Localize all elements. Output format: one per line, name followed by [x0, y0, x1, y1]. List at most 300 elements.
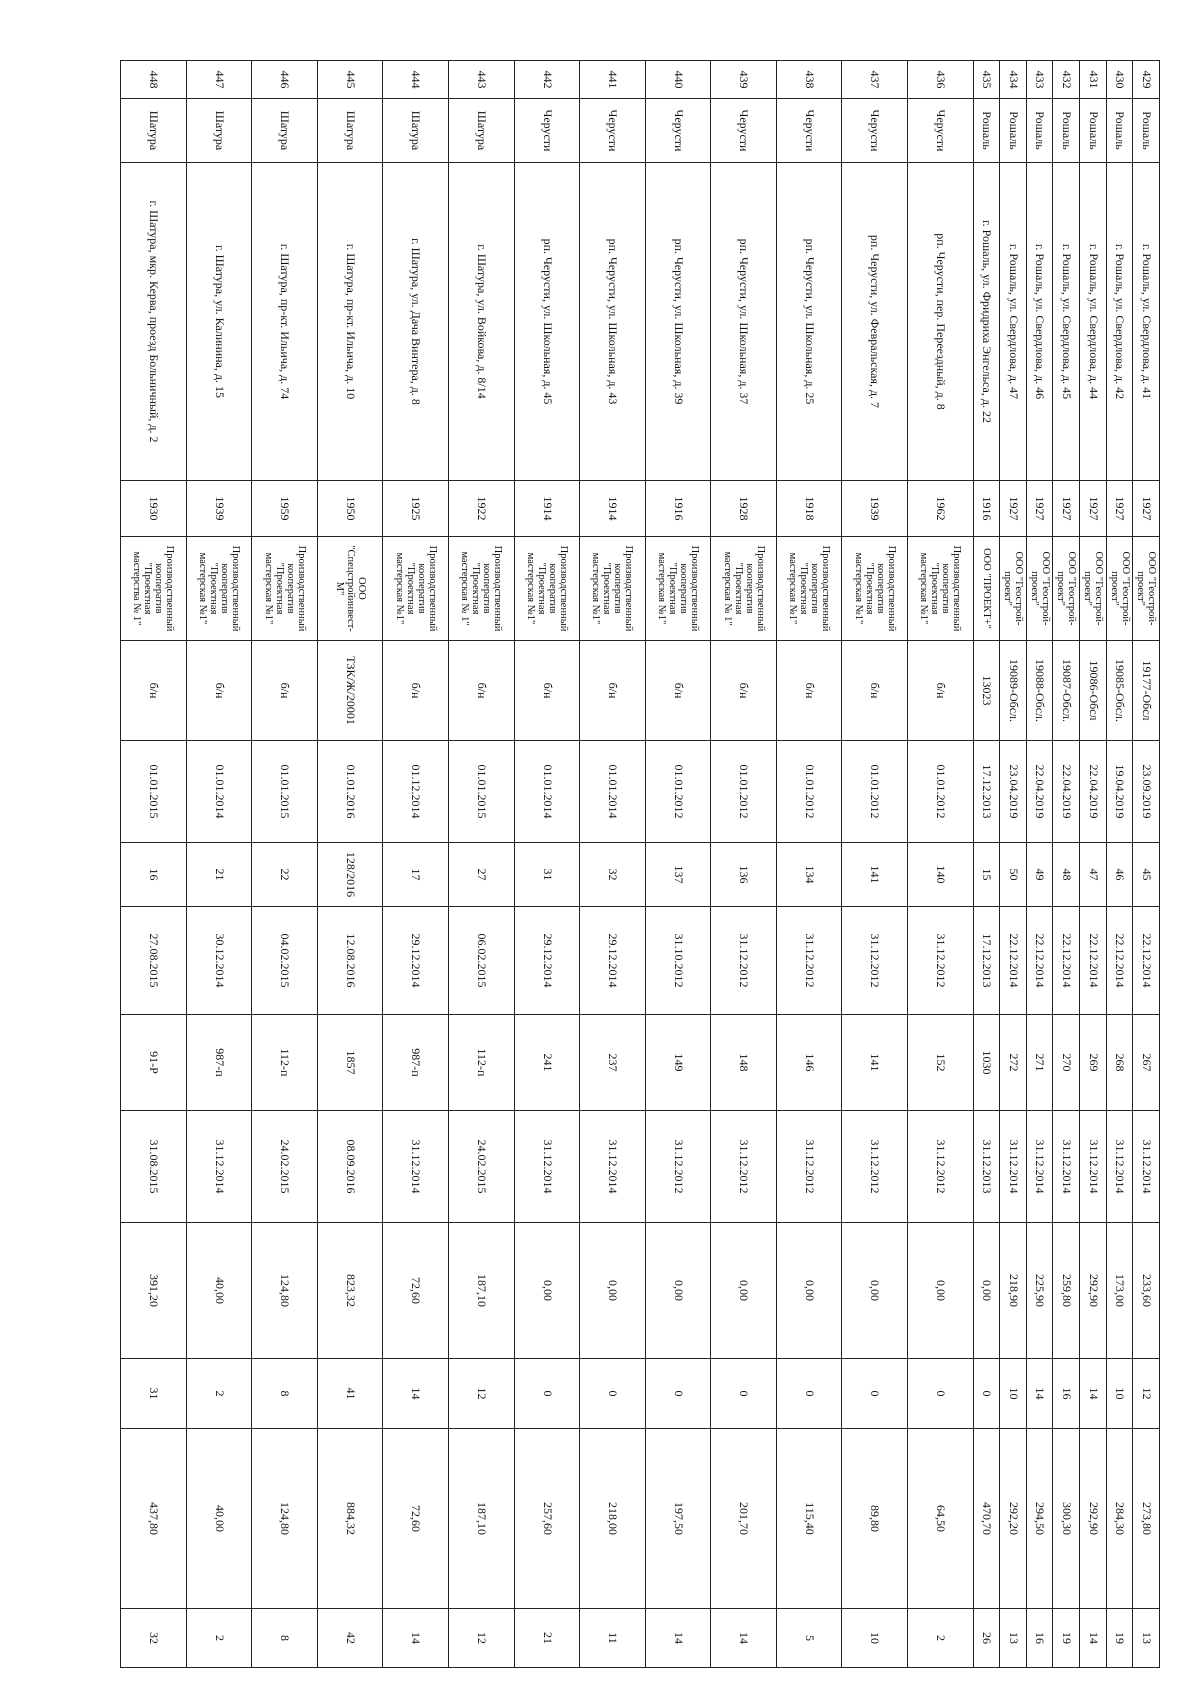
cell-doc-date: 19.04.2019 — [1106, 741, 1133, 843]
cell-doc-date: 01.12.2014 — [383, 741, 449, 843]
cell-count-b: 11 — [580, 1609, 646, 1668]
cell-count-b: 13 — [1133, 1609, 1160, 1668]
cell-doc-number: 19089-Обсл. — [1000, 641, 1027, 741]
cell-address: рп. Черусти, ул. Школьная, д. 45 — [514, 163, 580, 481]
cell-act-number: 149 — [645, 1015, 711, 1111]
cell-doc-date: 17.12.2013 — [973, 741, 1000, 843]
cell-act-date: 31.12.2014 — [1053, 1111, 1080, 1223]
cell-doc-date: 01.01.2012 — [842, 741, 908, 843]
cell-address: г. Рошаль, ул. Фридриха Энгельса, д. 22 — [973, 163, 1000, 481]
table-row — [645, 61, 711, 1668]
cell-area-b: 294,50 — [1026, 1429, 1053, 1609]
cell-count-b: 10 — [842, 1609, 908, 1668]
cell-contractor: Производственный кооператив "Проектная мастерская №1" — [776, 537, 842, 641]
cell-doc-date: 01.01.2015 — [121, 741, 187, 843]
cell-count-b: 26 — [973, 1609, 1000, 1668]
cell-count-b: 19 — [1106, 1609, 1133, 1668]
cell-address: г. Шатура, ул. Войкова, д. 8/14 — [449, 163, 515, 481]
table-row — [907, 61, 973, 1668]
cell-address: г. Шатура, ул. Дача Винтера, д. 8 — [383, 163, 449, 481]
cell-doc-date: 01.01.2016 — [317, 741, 383, 843]
cell-act-number: 152 — [907, 1015, 973, 1111]
cell-contractor: ООО "Геострой-проект" — [1106, 537, 1133, 641]
table-row — [449, 61, 515, 1668]
table-row — [1000, 61, 1027, 1668]
cell-contract-number: 32 — [580, 843, 646, 907]
cell-doc-date: 23.04.2019 — [1000, 741, 1027, 843]
cell-row-number: 435 — [973, 61, 1000, 99]
cell-count-a: 0 — [514, 1359, 580, 1429]
cell-build-year: 1939 — [186, 481, 252, 537]
cell-count-b: 2 — [907, 1609, 973, 1668]
cell-contractor: ООО "ПРОЕКТ+" — [973, 537, 1000, 641]
cell-contract-date: 27.08.2015 — [121, 907, 187, 1015]
cell-contract-date: 29.12.2014 — [514, 907, 580, 1015]
cell-count-a: 0 — [580, 1359, 646, 1429]
cell-count-b: 14 — [711, 1609, 777, 1668]
cell-address: рп. Черусти, ул. Школьная, д. 43 — [580, 163, 646, 481]
cell-build-year: 1950 — [317, 481, 383, 537]
cell-area-b: 284,30 — [1106, 1429, 1133, 1609]
cell-row-number: 448 — [121, 61, 187, 99]
cell-act-date: 31.12.2012 — [842, 1111, 908, 1223]
cell-contract-number: 140 — [907, 843, 973, 907]
cell-act-number: 237 — [580, 1015, 646, 1111]
cell-build-year: 1928 — [711, 481, 777, 537]
cell-contract-date: 31.12.2012 — [907, 907, 973, 1015]
cell-build-year: 1922 — [449, 481, 515, 537]
cell-contract-number: 49 — [1026, 843, 1053, 907]
cell-address: г. Рошаль, ул. Свердлова, д. 44 — [1080, 163, 1107, 481]
cell-contract-date: 30.12.2014 — [186, 907, 252, 1015]
cell-count-b: 19 — [1053, 1609, 1080, 1668]
cell-locality: Шатура — [252, 99, 318, 163]
cell-locality: Черусти — [842, 99, 908, 163]
cell-build-year: 1916 — [645, 481, 711, 537]
cell-count-a: 31 — [121, 1359, 187, 1429]
cell-doc-date: 23.09.2019 — [1133, 741, 1160, 843]
cell-count-a: 0 — [907, 1359, 973, 1429]
cell-doc-number: б/н — [645, 641, 711, 741]
cell-doc-number: 19177-Обсл — [1133, 641, 1160, 741]
cell-build-year: 1927 — [1000, 481, 1027, 537]
cell-contractor: ООО "Геострой-проект" — [1026, 537, 1053, 641]
cell-doc-date: 01.01.2014 — [514, 741, 580, 843]
cell-row-number: 444 — [383, 61, 449, 99]
cell-contractor: Производственный кооператив "Проектная мастерская №1" — [514, 537, 580, 641]
table-row — [252, 61, 318, 1668]
table-row — [1026, 61, 1053, 1668]
cell-act-number: 112-п — [252, 1015, 318, 1111]
cell-area-b: 89,80 — [842, 1429, 908, 1609]
cell-contract-date: 31.12.2012 — [776, 907, 842, 1015]
cell-address: г. Шатура, мкр. Керва, проезд Больничный, д. 2 — [121, 163, 187, 481]
cell-count-a: 14 — [1080, 1359, 1107, 1429]
cell-area-a: 187,10 — [449, 1223, 515, 1359]
cell-doc-number: 19085-Обсл. — [1106, 641, 1133, 741]
cell-build-year: 1914 — [514, 481, 580, 537]
table-row — [580, 61, 646, 1668]
cell-build-year: 1959 — [252, 481, 318, 537]
cell-build-year: 1962 — [907, 481, 973, 537]
table-row — [776, 61, 842, 1668]
cell-area-b: 300,30 — [1053, 1429, 1080, 1609]
cell-area-a: 0,00 — [907, 1223, 973, 1359]
cell-doc-number: 19088-Обсл. — [1026, 641, 1053, 741]
cell-contractor: Производственный кооператив "Проектная мастерская №1" — [383, 537, 449, 641]
cell-area-a: 823,32 — [317, 1223, 383, 1359]
cell-contractor: ООО "Геострой-проект" — [1053, 537, 1080, 641]
cell-doc-number: б/н — [383, 641, 449, 741]
cell-contract-number: 27 — [449, 843, 515, 907]
cell-count-a: 0 — [842, 1359, 908, 1429]
cell-address: г. Шатура, пр-кт. Ильича, д. 10 — [317, 163, 383, 481]
cell-act-number: 272 — [1000, 1015, 1027, 1111]
cell-contractor: Производственный кооператив "Проектная мастерства № 1" — [121, 537, 187, 641]
cell-contractor: Производственный кооператив "Проектная мастерская №1" — [645, 537, 711, 641]
cell-area-b: 470,70 — [973, 1429, 1000, 1609]
cell-act-number: 267 — [1133, 1015, 1160, 1111]
cell-contract-number: 45 — [1133, 843, 1160, 907]
cell-area-a: 0,00 — [645, 1223, 711, 1359]
cell-area-a: 0,00 — [776, 1223, 842, 1359]
cell-doc-date: 01.01.2012 — [645, 741, 711, 843]
cell-contract-number: 21 — [186, 843, 252, 907]
table-row — [842, 61, 908, 1668]
cell-row-number: 437 — [842, 61, 908, 99]
cell-locality: Рошаль — [1053, 99, 1080, 163]
cell-locality: Черусти — [711, 99, 777, 163]
cell-act-number: 148 — [711, 1015, 777, 1111]
cell-area-a: 0,00 — [842, 1223, 908, 1359]
table-row — [711, 61, 777, 1668]
cell-contractor: Производственный кооператив "Проектная мастерская №1" — [580, 537, 646, 641]
cell-area-b: 64,50 — [907, 1429, 973, 1609]
cell-area-b: 187,10 — [449, 1429, 515, 1609]
cell-act-date: 31.08.2015 — [121, 1111, 187, 1223]
cell-doc-date: 01.01.2012 — [776, 741, 842, 843]
cell-row-number: 431 — [1080, 61, 1107, 99]
cell-count-b: 8 — [252, 1609, 318, 1668]
cell-area-a: 0,00 — [580, 1223, 646, 1359]
cell-doc-date: 01.01.2012 — [907, 741, 973, 843]
cell-doc-date: 01.01.2014 — [580, 741, 646, 843]
cell-doc-date: 01.01.2012 — [711, 741, 777, 843]
cell-area-a: 0,00 — [711, 1223, 777, 1359]
cell-act-date: 31.12.2013 — [973, 1111, 1000, 1223]
cell-build-year: 1918 — [776, 481, 842, 537]
table-row — [1080, 61, 1107, 1668]
cell-count-a: 14 — [1026, 1359, 1053, 1429]
cell-act-number: 268 — [1106, 1015, 1133, 1111]
cell-row-number: 438 — [776, 61, 842, 99]
cell-doc-number: б/н — [776, 641, 842, 741]
cell-doc-number: б/н — [514, 641, 580, 741]
cell-count-a: 12 — [449, 1359, 515, 1429]
cell-count-a: 14 — [383, 1359, 449, 1429]
cell-count-b: 21 — [514, 1609, 580, 1668]
cell-locality: Рошаль — [973, 99, 1000, 163]
cell-doc-date: 01.01.2015 — [449, 741, 515, 843]
cell-contract-number: 46 — [1106, 843, 1133, 907]
cell-act-date: 31.12.2014 — [1026, 1111, 1053, 1223]
cell-doc-number: ТЗК/Ж/20001 — [317, 641, 383, 741]
cell-address: рп. Черусти, пер. Переездный, д. 8 — [907, 163, 973, 481]
cell-locality: Рошаль — [1106, 99, 1133, 163]
cell-count-a: 0 — [711, 1359, 777, 1429]
cell-contract-number: 136 — [711, 843, 777, 907]
cell-contract-date: 04.02.2015 — [252, 907, 318, 1015]
cell-build-year: 1927 — [1053, 481, 1080, 537]
cell-row-number: 434 — [1000, 61, 1027, 99]
cell-area-b: 218,00 — [580, 1429, 646, 1609]
cell-count-a: 8 — [252, 1359, 318, 1429]
cell-row-number: 440 — [645, 61, 711, 99]
table-row — [514, 61, 580, 1668]
cell-act-date: 24.02.2015 — [449, 1111, 515, 1223]
cell-doc-number: б/н — [252, 641, 318, 741]
cell-contract-date: 31.12.2012 — [711, 907, 777, 1015]
cell-count-b: 14 — [645, 1609, 711, 1668]
cell-locality: Черусти — [907, 99, 973, 163]
cell-act-number: 141 — [842, 1015, 908, 1111]
cell-act-date: 31.12.2014 — [1133, 1111, 1160, 1223]
cell-area-b: 72,60 — [383, 1429, 449, 1609]
cell-doc-date: 01.01.2015 — [252, 741, 318, 843]
cell-act-date: 31.12.2012 — [907, 1111, 973, 1223]
cell-locality: Рошаль — [1000, 99, 1027, 163]
cell-address: г. Шатура, ул. Калинина, д. 15 — [186, 163, 252, 481]
table-row — [973, 61, 1000, 1668]
cell-count-a: 0 — [645, 1359, 711, 1429]
cell-count-a: 2 — [186, 1359, 252, 1429]
cell-area-a: 40,00 — [186, 1223, 252, 1359]
cell-count-a: 0 — [776, 1359, 842, 1429]
table-row — [317, 61, 383, 1668]
cell-area-b: 437,80 — [121, 1429, 187, 1609]
cell-act-number: 146 — [776, 1015, 842, 1111]
cell-doc-number: б/н — [186, 641, 252, 741]
cell-doc-date: 01.01.2014 — [186, 741, 252, 843]
cell-count-b: 13 — [1000, 1609, 1027, 1668]
table-row — [383, 61, 449, 1668]
cell-locality: Шатура — [186, 99, 252, 163]
cell-doc-number: б/н — [907, 641, 973, 741]
cell-act-number: 270 — [1053, 1015, 1080, 1111]
cell-contract-number: 48 — [1053, 843, 1080, 907]
cell-doc-number: б/н — [711, 641, 777, 741]
cell-area-a: 124,80 — [252, 1223, 318, 1359]
cell-contract-number: 16 — [121, 843, 187, 907]
cell-contract-date: 22.12.2014 — [1000, 907, 1027, 1015]
cell-area-b: 884,32 — [317, 1429, 383, 1609]
cell-row-number: 441 — [580, 61, 646, 99]
table-row — [186, 61, 252, 1668]
cell-act-number: 269 — [1080, 1015, 1107, 1111]
cell-count-b: 2 — [186, 1609, 252, 1668]
cell-row-number: 446 — [252, 61, 318, 99]
cell-act-date: 31.12.2012 — [711, 1111, 777, 1223]
cell-count-a: 10 — [1000, 1359, 1027, 1429]
cell-row-number: 436 — [907, 61, 973, 99]
cell-act-date: 31.12.2014 — [580, 1111, 646, 1223]
cell-contract-number: 22 — [252, 843, 318, 907]
cell-build-year: 1930 — [121, 481, 187, 537]
cell-act-number: 241 — [514, 1015, 580, 1111]
cell-locality: Черусти — [776, 99, 842, 163]
cell-contract-date: 31.12.2012 — [842, 907, 908, 1015]
cell-area-a: 72,60 — [383, 1223, 449, 1359]
cell-act-number: 987-п — [383, 1015, 449, 1111]
cell-area-a: 259,80 — [1053, 1223, 1080, 1359]
cell-doc-number: б/н — [842, 641, 908, 741]
cell-area-a: 173,00 — [1106, 1223, 1133, 1359]
cell-act-number: 112-п — [449, 1015, 515, 1111]
cell-row-number: 447 — [186, 61, 252, 99]
cell-contract-date: 22.12.2014 — [1053, 907, 1080, 1015]
cell-count-a: 12 — [1133, 1359, 1160, 1429]
cell-contractor: Производственный кооператив "Проектная мастерская №1" — [186, 537, 252, 641]
cell-contract-date: 17.12.2013 — [973, 907, 1000, 1015]
cell-doc-number: 19086-Обсл — [1080, 641, 1107, 741]
cell-area-a: 218,90 — [1000, 1223, 1027, 1359]
cell-contract-date: 29.12.2014 — [383, 907, 449, 1015]
cell-contractor: ООО "Геострой-проект" — [1000, 537, 1027, 641]
cell-area-b: 292,20 — [1000, 1429, 1027, 1609]
cell-act-number: 1857 — [317, 1015, 383, 1111]
cell-contract-number: 134 — [776, 843, 842, 907]
cell-locality: Рошаль — [1080, 99, 1107, 163]
cell-count-a: 10 — [1106, 1359, 1133, 1429]
cell-contract-date: 22.12.2014 — [1106, 907, 1133, 1015]
cell-address: г. Рошаль, ул. Свердлова, д. 41 — [1133, 163, 1160, 481]
table-row — [1053, 61, 1080, 1668]
cell-address: г. Шатура, пр-кт. Ильича, д. 74 — [252, 163, 318, 481]
cell-area-a: 225,90 — [1026, 1223, 1053, 1359]
cell-doc-date: 22.04.2019 — [1053, 741, 1080, 843]
cell-act-date: 08.09.2016 — [317, 1111, 383, 1223]
cell-address: рп. Черусти, ул. Школьная, д. 25 — [776, 163, 842, 481]
cell-area-b: 273,80 — [1133, 1429, 1160, 1609]
cell-act-date: 31.12.2012 — [645, 1111, 711, 1223]
cell-contractor: ООО "Спецстройинвест-М" — [317, 537, 383, 641]
rotated-table-container — [120, 60, 1160, 1667]
cell-act-number: 1030 — [973, 1015, 1000, 1111]
cell-row-number: 432 — [1053, 61, 1080, 99]
cell-row-number: 439 — [711, 61, 777, 99]
cell-area-a: 0,00 — [514, 1223, 580, 1359]
cell-locality: Черусти — [580, 99, 646, 163]
cell-act-date: 31.12.2014 — [1106, 1111, 1133, 1223]
cell-address: рп. Черусти, ул. Февральская, д. 7 — [842, 163, 908, 481]
cell-contract-number: 17 — [383, 843, 449, 907]
cell-act-date: 31.12.2014 — [1080, 1111, 1107, 1223]
cell-locality: Рошаль — [1026, 99, 1053, 163]
cell-contract-date: 31.10.2012 — [645, 907, 711, 1015]
cell-count-b: 12 — [449, 1609, 515, 1668]
cell-locality: Черусти — [645, 99, 711, 163]
cell-row-number: 433 — [1026, 61, 1053, 99]
cell-build-year: 1925 — [383, 481, 449, 537]
cell-act-number: 271 — [1026, 1015, 1053, 1111]
cell-contract-date: 12.08.2016 — [317, 907, 383, 1015]
cell-build-year: 1927 — [1026, 481, 1053, 537]
cell-area-b: 115,40 — [776, 1429, 842, 1609]
cell-area-b: 40,00 — [186, 1429, 252, 1609]
cell-build-year: 1939 — [842, 481, 908, 537]
cell-count-b: 14 — [383, 1609, 449, 1668]
cell-area-a: 0,00 — [973, 1223, 1000, 1359]
cell-contract-date: 22.12.2014 — [1133, 907, 1160, 1015]
cell-act-number: 91-Р — [121, 1015, 187, 1111]
cell-doc-number: б/н — [121, 641, 187, 741]
cell-contract-number: 128/2016 — [317, 843, 383, 907]
cell-locality: Шатура — [121, 99, 187, 163]
cell-area-b: 257,60 — [514, 1429, 580, 1609]
cell-area-b: 197,50 — [645, 1429, 711, 1609]
cell-locality: Шатура — [383, 99, 449, 163]
table-row — [1133, 61, 1160, 1668]
cell-contractor: ООО "Геострой-проект" — [1133, 537, 1160, 641]
cell-contract-number: 137 — [645, 843, 711, 907]
cell-act-date: 31.12.2014 — [383, 1111, 449, 1223]
register-table — [120, 60, 1160, 1668]
cell-row-number: 443 — [449, 61, 515, 99]
cell-count-a: 16 — [1053, 1359, 1080, 1429]
cell-act-date: 31.12.2014 — [1000, 1111, 1027, 1223]
cell-address: г. Рошаль, ул. Свердлова, д. 42 — [1106, 163, 1133, 481]
cell-contractor: ООО "Геострой-проект" — [1080, 537, 1107, 641]
cell-contractor: Производственный кооператив "Проектная мастерская №1" — [842, 537, 908, 641]
cell-row-number: 445 — [317, 61, 383, 99]
cell-build-year: 1927 — [1080, 481, 1107, 537]
cell-contract-date: 22.12.2014 — [1080, 907, 1107, 1015]
cell-area-a: 233,60 — [1133, 1223, 1160, 1359]
cell-address: рп. Черусти, ул. Школьная, д. 39 — [645, 163, 711, 481]
cell-doc-number: 13023 — [973, 641, 1000, 741]
cell-row-number: 430 — [1106, 61, 1133, 99]
cell-doc-date: 22.04.2019 — [1026, 741, 1053, 843]
cell-contract-number: 50 — [1000, 843, 1027, 907]
cell-contract-number: 31 — [514, 843, 580, 907]
cell-area-a: 391,20 — [121, 1223, 187, 1359]
cell-build-year: 1916 — [973, 481, 1000, 537]
cell-contractor: Производственный кооператив "Проектная мастерская №1" — [252, 537, 318, 641]
cell-contract-date: 22.12.2014 — [1026, 907, 1053, 1015]
cell-count-a: 0 — [973, 1359, 1000, 1429]
cell-doc-number: 19087-Обсл. — [1053, 641, 1080, 741]
cell-area-b: 124,80 — [252, 1429, 318, 1609]
cell-area-b: 292,90 — [1080, 1429, 1107, 1609]
cell-contractor: Производственный кооператив "Проектная мастерская № 1" — [711, 537, 777, 641]
table-row — [121, 61, 187, 1668]
cell-count-a: 41 — [317, 1359, 383, 1429]
table-row — [1106, 61, 1133, 1668]
cell-locality: Рошаль — [1133, 99, 1160, 163]
cell-row-number: 442 — [514, 61, 580, 99]
cell-build-year: 1927 — [1133, 481, 1160, 537]
cell-act-number: 987-п — [186, 1015, 252, 1111]
cell-doc-number: б/н — [449, 641, 515, 741]
cell-locality: Шатура — [449, 99, 515, 163]
cell-area-a: 292,90 — [1080, 1223, 1107, 1359]
cell-build-year: 1927 — [1106, 481, 1133, 537]
cell-count-b: 42 — [317, 1609, 383, 1668]
cell-contract-date: 29.12.2014 — [580, 907, 646, 1015]
cell-area-b: 201,70 — [711, 1429, 777, 1609]
cell-locality: Шатура — [317, 99, 383, 163]
cell-contract-number: 15 — [973, 843, 1000, 907]
